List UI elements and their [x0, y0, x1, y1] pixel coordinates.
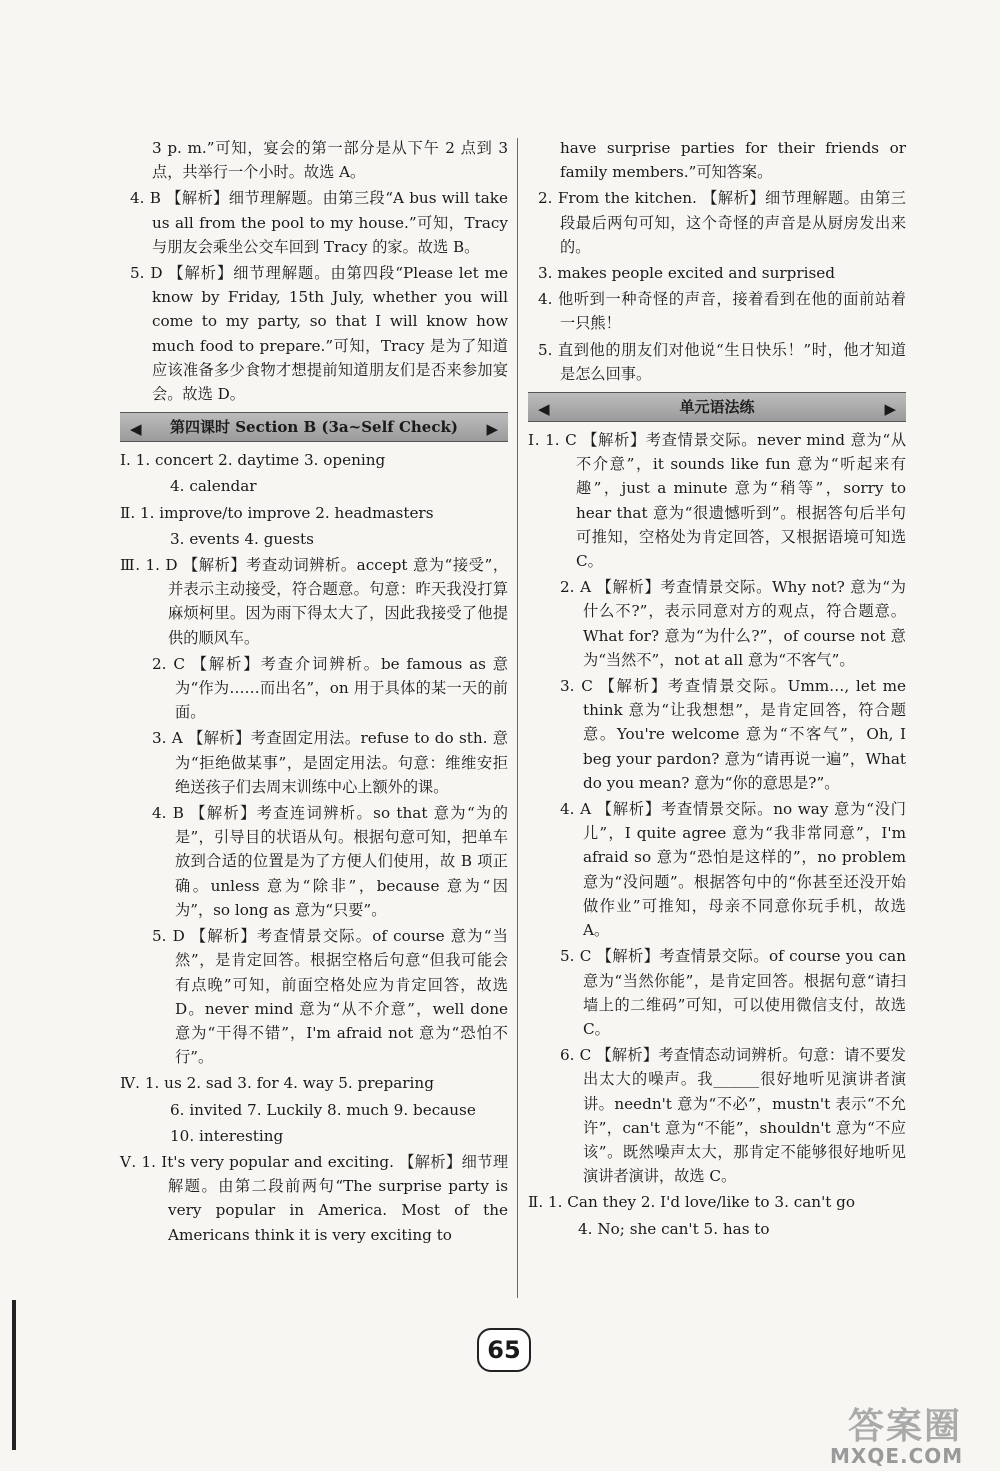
banner-title: 第四课时 Section B (3a~Self Check)	[170, 418, 458, 437]
answer-text: 1. Can they 2. I'd love/like to 3. can't go	[547, 1193, 856, 1212]
section-3	[120, 553, 508, 1069]
answer-item: 5. D 【解析】考查情景交际。of course 意为“当然”，是肯定回答。根据空格后句意“但我可能会有点晚”可知，前面空格处应为肯定回答，故选 D。never mind 意为“从不介意”，well done 意为“干得不错”，I'm afraid not 意为“恐怕不行”。	[152, 927, 508, 1067]
answer-line	[528, 1190, 906, 1214]
answer-line: 6. invited 7. Luckily 8. much 9. because	[170, 1100, 476, 1119]
answer-line	[120, 501, 508, 525]
section-numeral: Ⅰ.	[120, 451, 131, 470]
section-banner	[120, 412, 508, 442]
section-1	[120, 448, 508, 498]
answer-item: 4. B 【解析】细节理解题。由第三段“A bus will take us all from the pool to my house.”可知，Tracy 与朋友会乘坐公交车回到 Tracy 的家。故选 B。	[130, 189, 508, 256]
answer-item: 5. 直到他的朋友们对他说“生日快乐！”时，他才知道是怎么回事。	[538, 340, 906, 383]
column-divider	[517, 138, 518, 1298]
answer-line: 3. events 4. guests	[170, 529, 314, 548]
section-numeral: Ⅱ.	[120, 503, 136, 522]
answer-line	[120, 1071, 508, 1095]
answer-item: 3. C 【解析】考查情景交际。Umm…, let me think 意为“让我想想”，是肯定回答，符合题意。You're welcome 意为“不客气”，Oh, I beg your pardon? 意为“请再说一遍”，What do you mean? 意为“你的意思是?”。	[560, 677, 906, 792]
page-number: 65	[477, 1328, 531, 1372]
section-1	[528, 428, 906, 1188]
paragraph: 3 p. m.”可知，宴会的第一部分是从下午 2 点到 3 点，共举行一个小时。故选 A。	[152, 139, 508, 182]
answer-item	[120, 553, 508, 650]
right-column	[528, 136, 906, 1243]
section-numeral: Ⅱ.	[528, 1193, 544, 1212]
arrow-right-icon: ▶	[486, 420, 498, 439]
answer-text: 1. D 【解析】考查动词辨析。accept 意为“接受”，并表示主动接受，符合题意。句意：昨天我没打算麻烦柯里。因为雨下得太大了，因此我接受了他提供的顺风车。	[145, 556, 509, 647]
watermark-logo	[790, 1398, 990, 1468]
answer-line: 4. calendar	[170, 477, 257, 496]
watermark-url: MXQE.COM	[830, 1444, 964, 1468]
banner-title: 单元语法练	[679, 397, 755, 416]
answer-item: 4. 他听到一种奇怪的声音，接着看到在他的面前站着一只熊！	[538, 290, 906, 333]
paragraph: have surprise parties for their friends or family members.”可知答案。	[560, 139, 906, 182]
section-4	[120, 1071, 508, 1148]
answer-text: 1. C 【解析】考查情景交际。never mind 意为“从不介意”，it sounds like fun 意为“听起来有趣”，just a minute 意为“稍等”，sorry to hear that 意为“很遗憾听到”。根据答句后半句可推知，空格处为肯定回答，又根据语境可知选 C。	[545, 431, 907, 571]
left-column	[120, 136, 508, 1249]
section-2	[120, 501, 508, 551]
answer-item: 5. D 【解析】细节理解题。由第四段“Please let me know by Friday, 15th July, whether you will come to my party, so that I will know how much food to prepare.”可知，Tracy 是为了知道应该准备多少食物才想提前知道朋友们是否来参加宴会。故选 D。	[130, 264, 508, 404]
arrow-left-icon: ◀	[538, 400, 550, 419]
answer-item: 4. B 【解析】考查连词辨析。so that 意为“为的是”，引导目的状语从句。根据句意可知，把单车放到合适的位置是为了方便人们使用，故 B 项正确。unless 意为“除非”，because 意为“因为”，so long as 意为“只要”。	[152, 804, 508, 919]
answer-text: 1. improve/to improve 2. headmasters	[139, 503, 434, 522]
section-numeral: Ⅰ.	[528, 431, 540, 450]
answer-item: 2. A 【解析】考查情景交际。Why not? 意为“为什么不?”，表示同意对方的观点，符合题意。What for? 意为“为什么?”，of course not 意为“当然不”，not at all 意为“不客气”。	[560, 578, 906, 669]
answer-line: 4. No; she can't 5. has to	[578, 1219, 770, 1238]
answer-line: 10. interesting	[170, 1126, 284, 1145]
answer-item: 2. C 【解析】考查介词辨析。be famous as 意为“作为……而出名”，on 用于具体的某一天的前面。	[152, 654, 508, 722]
answer-item	[528, 428, 906, 573]
answer-text: 1. concert 2. daytime 3. opening	[135, 451, 386, 470]
answer-text: 1. It's very popular and exciting. 【解析】细节理解题。由第二段前两句“The surprise party is very popular in America. Most of the Americans think it is very exciting to	[141, 1152, 509, 1244]
answer-item: 6. C 【解析】考查情态动词辨析。句意：请不要发出太大的噪声。我______很好地听见演讲者演讲。needn't 意为“不必”，mustn't 表示“不允许”，can't 意为“不能”，shouldn't 意为“不应该”。既然噪声太大，那肯定不能够很好地听见演讲者演讲，故选 C。	[560, 1046, 906, 1186]
section-5	[120, 1150, 508, 1247]
page-edge-mark	[12, 1300, 16, 1450]
answer-item: 5. C 【解析】考查情景交际。of course you can 意为“当然你能”，是肯定回答。根据句意“请扫墙上的二维码”可知，可以使用微信支付，故选 C。	[560, 947, 906, 1038]
watermark-cn: 答案圈	[848, 1406, 963, 1447]
answer-text: 1. us 2. sad 3. for 4. way 5. preparing	[144, 1074, 434, 1093]
arrow-left-icon: ◀	[130, 420, 142, 439]
section-banner	[528, 392, 906, 422]
section-2	[528, 1190, 906, 1240]
answer-line	[120, 448, 508, 472]
answer-item: 3. makes people excited and surprised	[538, 264, 835, 283]
section-numeral: Ⅳ.	[120, 1074, 141, 1093]
answer-item: 4. A 【解析】考查情景交际。no way 意为“没门儿”，I quite agree 意为“我非常同意”，I'm afraid so 意为“恐怕是这样的”，no problem 意为“没问题”。根据答句中的“你甚至还没开始做作业”可推知，母亲不同意你玩手机，故选 A。	[560, 800, 906, 940]
answer-item: 3. A 【解析】考查固定用法。refuse to do sth. 意为“拒绝做某事”，是固定用法。句意：维维安拒绝送孩子们去周末训练中心上额外的课。	[152, 729, 508, 796]
answer-item: 2. From the kitchen. 【解析】细节理解题。由第三段最后两句可知，这个奇怪的声音是从厨房发出来的。	[538, 189, 906, 256]
section-numeral: Ⅲ.	[120, 556, 141, 575]
answer-item	[120, 1150, 508, 1247]
section-numeral: Ⅴ.	[120, 1152, 137, 1171]
arrow-right-icon: ▶	[884, 400, 896, 419]
